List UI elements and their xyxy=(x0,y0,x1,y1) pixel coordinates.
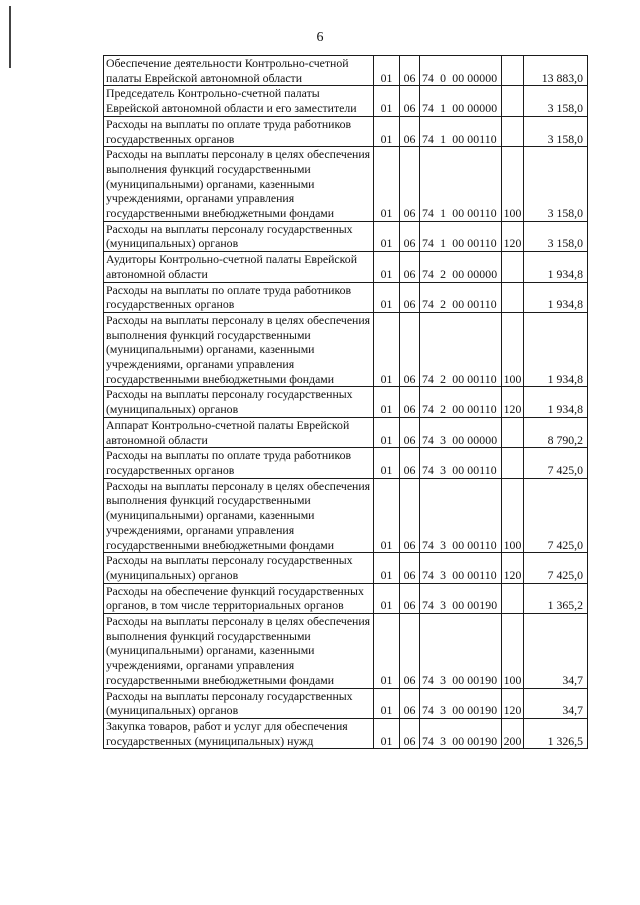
target-article-code: 74 2 00 00110 xyxy=(420,387,502,417)
expense-name: Аудиторы Контрольно-счетной палаты Еврейской автономной области xyxy=(104,252,374,282)
subsection-code: 06 xyxy=(400,478,420,553)
table-row xyxy=(104,221,588,251)
subsection-code: 06 xyxy=(400,221,420,251)
expense-type-code: 100 xyxy=(502,614,524,689)
subsection-code: 06 xyxy=(400,252,420,282)
expense-name: Расходы на выплаты персоналу государственных (муниципальных) органов xyxy=(104,387,374,417)
section-code: 01 xyxy=(374,86,400,116)
target-article-code: 74 3 00 00110 xyxy=(420,553,502,583)
subsection-code: 06 xyxy=(400,614,420,689)
expense-type-code xyxy=(502,282,524,312)
expense-type-code: 120 xyxy=(502,221,524,251)
subsection-code: 06 xyxy=(400,688,420,718)
expense-type-code xyxy=(502,417,524,447)
budget-table-body xyxy=(104,56,588,749)
amount-value: 1 326,5 xyxy=(524,718,588,748)
section-code: 01 xyxy=(374,116,400,146)
table-row xyxy=(104,583,588,613)
expense-type-code: 120 xyxy=(502,387,524,417)
target-article-code: 74 1 00 00110 xyxy=(420,221,502,251)
expense-name: Расходы на обеспечение функций государственных органов, в том числе территориальных органов xyxy=(104,583,374,613)
expense-name: Обеспечение деятельности Контрольно-счетной палаты Еврейской автономной области xyxy=(104,56,374,86)
amount-value: 1 934,8 xyxy=(524,312,588,387)
expense-name: Расходы на выплаты персоналу в целях обеспечения выполнения функций государственными (муниципальными) органами, казенными учреждениями, органами управления государственными внебюджетными фондами xyxy=(104,614,374,689)
section-code: 01 xyxy=(374,387,400,417)
subsection-code: 06 xyxy=(400,147,420,222)
target-article-code: 74 2 00 00110 xyxy=(420,312,502,387)
table-row xyxy=(104,252,588,282)
subsection-code: 06 xyxy=(400,116,420,146)
section-code: 01 xyxy=(374,718,400,748)
subsection-code: 06 xyxy=(400,417,420,447)
subsection-code: 06 xyxy=(400,583,420,613)
amount-value: 8 790,2 xyxy=(524,417,588,447)
expense-name: Расходы на выплаты персоналу государственных (муниципальных) органов xyxy=(104,221,374,251)
amount-value: 1 934,8 xyxy=(524,387,588,417)
target-article-code: 74 3 00 00110 xyxy=(420,448,502,478)
subsection-code: 06 xyxy=(400,448,420,478)
table-row xyxy=(104,718,588,748)
expense-type-code xyxy=(502,86,524,116)
section-code: 01 xyxy=(374,56,400,86)
expense-name: Расходы на выплаты персоналу в целях обеспечения выполнения функций государственными (муниципальными) органами, казенными учреждениями, органами управления государственными внебюджетными фондами xyxy=(104,478,374,553)
target-article-code: 74 3 00 00190 xyxy=(420,718,502,748)
target-article-code: 74 2 00 00000 xyxy=(420,252,502,282)
target-article-code: 74 3 00 00190 xyxy=(420,614,502,689)
page-number: 6 xyxy=(316,30,324,45)
table-row xyxy=(104,282,588,312)
expense-type-code xyxy=(502,448,524,478)
section-code: 01 xyxy=(374,282,400,312)
amount-value: 34,7 xyxy=(524,614,588,689)
section-code: 01 xyxy=(374,147,400,222)
target-article-code: 74 3 00 00110 xyxy=(420,478,502,553)
amount-value: 3 158,0 xyxy=(524,116,588,146)
subsection-code: 06 xyxy=(400,718,420,748)
table-row xyxy=(104,478,588,553)
budget-table xyxy=(103,55,588,749)
section-code: 01 xyxy=(374,478,400,553)
amount-value: 1 365,2 xyxy=(524,583,588,613)
amount-value: 34,7 xyxy=(524,688,588,718)
expense-type-code: 100 xyxy=(502,312,524,387)
amount-value: 3 158,0 xyxy=(524,86,588,116)
subsection-code: 06 xyxy=(400,86,420,116)
table-row xyxy=(104,417,588,447)
target-article-code: 74 3 00 00190 xyxy=(420,583,502,613)
expense-name: Расходы на выплаты по оплате труда работников государственных органов xyxy=(104,282,374,312)
section-code: 01 xyxy=(374,688,400,718)
table-row xyxy=(104,614,588,689)
expense-type-code: 100 xyxy=(502,478,524,553)
expense-name: Аппарат Контрольно-счетной палаты Еврейской автономной области xyxy=(104,417,374,447)
section-code: 01 xyxy=(374,583,400,613)
table-row xyxy=(104,387,588,417)
expense-name: Председатель Контрольно-счетной палаты Еврейской автономной области и его заместители xyxy=(104,86,374,116)
section-code: 01 xyxy=(374,417,400,447)
subsection-code: 06 xyxy=(400,387,420,417)
target-article-code: 74 1 00 00110 xyxy=(420,147,502,222)
amount-value: 3 158,0 xyxy=(524,147,588,222)
expense-name: Закупка товаров, работ и услуг для обеспечения государственных (муниципальных) нужд xyxy=(104,718,374,748)
table-row xyxy=(104,688,588,718)
amount-value: 1 934,8 xyxy=(524,252,588,282)
expense-name: Расходы на выплаты по оплате труда работников государственных органов xyxy=(104,448,374,478)
table-row xyxy=(104,116,588,146)
subsection-code: 06 xyxy=(400,312,420,387)
section-code: 01 xyxy=(374,312,400,387)
amount-value: 1 934,8 xyxy=(524,282,588,312)
expense-name: Расходы на выплаты персоналу государственных (муниципальных) органов xyxy=(104,688,374,718)
section-code: 01 xyxy=(374,553,400,583)
target-article-code: 74 1 00 00110 xyxy=(420,116,502,146)
target-article-code: 74 3 00 00190 xyxy=(420,688,502,718)
subsection-code: 06 xyxy=(400,553,420,583)
target-article-code: 74 2 00 00110 xyxy=(420,282,502,312)
subsection-code: 06 xyxy=(400,56,420,86)
target-article-code: 74 1 00 00000 xyxy=(420,86,502,116)
section-code: 01 xyxy=(374,252,400,282)
amount-value: 7 425,0 xyxy=(524,553,588,583)
expense-type-code xyxy=(502,56,524,86)
expense-type-code: 100 xyxy=(502,147,524,222)
expense-type-code xyxy=(502,583,524,613)
table-row xyxy=(104,147,588,222)
expense-type-code: 200 xyxy=(502,718,524,748)
table-row xyxy=(104,86,588,116)
subsection-code: 06 xyxy=(400,282,420,312)
table-row xyxy=(104,56,588,86)
section-code: 01 xyxy=(374,614,400,689)
expense-type-code: 120 xyxy=(502,553,524,583)
expense-name: Расходы на выплаты персоналу в целях обеспечения выполнения функций государственными (муниципальными) органами, казенными учреждениями, органами управления государственными внебюджетными фондами xyxy=(104,312,374,387)
amount-value: 7 425,0 xyxy=(524,478,588,553)
amount-value: 3 158,0 xyxy=(524,221,588,251)
table-row xyxy=(104,553,588,583)
table-row xyxy=(104,312,588,387)
target-article-code: 74 3 00 00000 xyxy=(420,417,502,447)
expense-name: Расходы на выплаты по оплате труда работников государственных органов xyxy=(104,116,374,146)
amount-value: 7 425,0 xyxy=(524,448,588,478)
expense-type-code: 120 xyxy=(502,688,524,718)
section-code: 01 xyxy=(374,448,400,478)
target-article-code: 74 0 00 00000 xyxy=(420,56,502,86)
table-row xyxy=(104,448,588,478)
expense-name: Расходы на выплаты персоналу в целях обеспечения выполнения функций государственными (муниципальными) органами, казенными учреждениями, органами управления государственными внебюджетными фондами xyxy=(104,147,374,222)
amount-value: 13 883,0 xyxy=(524,56,588,86)
expense-type-code xyxy=(502,252,524,282)
expense-type-code xyxy=(502,116,524,146)
section-code: 01 xyxy=(374,221,400,251)
expense-name: Расходы на выплаты персоналу государственных (муниципальных) органов xyxy=(104,553,374,583)
